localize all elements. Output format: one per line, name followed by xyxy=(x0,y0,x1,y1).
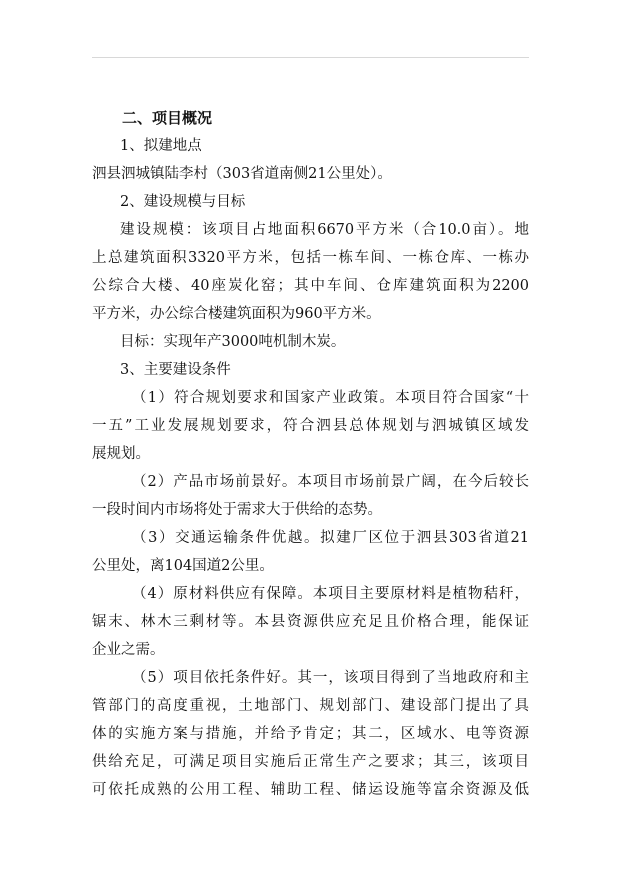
paragraph-line: 展规划。 xyxy=(92,446,150,462)
paragraph-line: （5）项目依托条件好。其一，该项目得到了当地政府和主 xyxy=(132,670,529,686)
paragraph-line: 一五”工业发展规划要求，符合泗县总体规划与泗城镇区域发 xyxy=(92,418,529,434)
paragraph-line: 体的实施方案与措施，并给予肯定；其二，区域水、电等资源 xyxy=(92,726,529,742)
paragraph-line: 公里处，离104国道2公里。 xyxy=(92,558,274,574)
subheading-location: 1、拟建地点 xyxy=(120,138,202,154)
paragraph-line: （3）交通运输条件优越。拟建厂区位于泗县303省道21 xyxy=(132,530,529,546)
subheading-scale: 2、建设规模与目标 xyxy=(120,194,246,210)
paragraph-line: 管部门的高度重视，土地部门、规划部门、建设部门提出了具 xyxy=(92,698,529,714)
paragraph-line: 供给充足，可满足项目实施后正常生产之要求；其三，该项目 xyxy=(92,754,529,770)
paragraph-line: 一段时间内市场将处于需求大于供给的态势。 xyxy=(92,502,382,518)
paragraph-line: 公综合大楼、40座炭化窑；其中车间、仓库建筑面积为2200 xyxy=(92,278,529,294)
paragraph-line: （4）原材料供应有保障。本项目主要原材料是植物秸秆， xyxy=(132,586,529,602)
paragraph-line: （1）符合规划要求和国家产业政策。本项目符合国家“十 xyxy=(132,390,529,406)
paragraph-line: 可依托成熟的公用工程、辅助工程、储运设施等富余资源及低 xyxy=(92,782,529,798)
paragraph-line: 上总建筑面积3320平方米，包括一栋车间、一栋仓库、一栋办 xyxy=(92,250,529,266)
subheading-conditions: 3、主要建设条件 xyxy=(120,362,231,378)
target-text: 目标：实现年产3000吨机制木炭。 xyxy=(120,334,346,350)
paragraph-line: 锯末、林木三剩材等。本县资源供应充足且价格合理，能保证 xyxy=(92,614,529,630)
paragraph-line: 企业之需。 xyxy=(92,642,165,658)
location-text: 泗县泗城镇陆李村（303省道南侧21公里处）。 xyxy=(92,166,392,182)
section-heading: 二、项目概况 xyxy=(122,109,213,127)
paragraph-line: （2）产品市场前景好。本项目市场前景广阔，在今后较长 xyxy=(132,474,529,490)
header-rule xyxy=(92,57,529,58)
document-body xyxy=(92,104,529,804)
paragraph-line: 建设规模：该项目占地面积6670平方米（合10.0亩）。地 xyxy=(120,222,529,238)
paragraph-line: 平方米，办公综合楼建筑面积为960平方米。 xyxy=(92,306,381,322)
